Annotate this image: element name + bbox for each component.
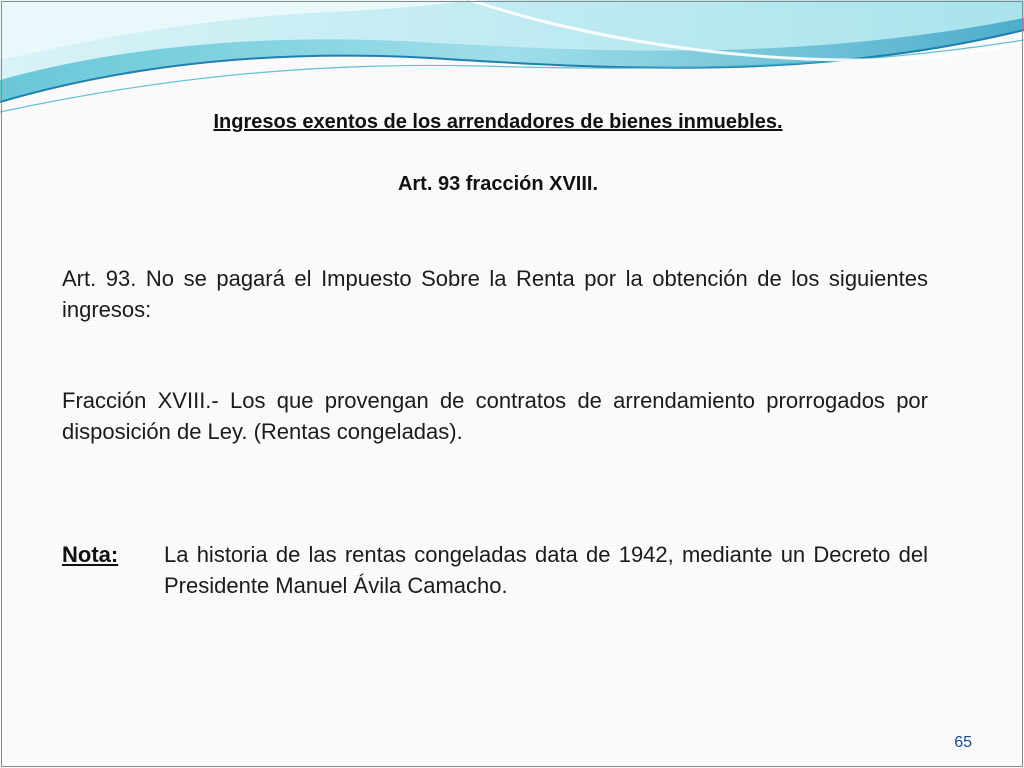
- note-label: Nota:: [62, 542, 119, 567]
- paragraph-article-93: Art. 93. No se pagará el Impuesto Sobre la Renta por la obtención de los siguientes ingresos:: [62, 266, 928, 322]
- note-text: La historia de las rentas congeladas data de 1942, mediante un Decreto del Presidente Manuel Ávila Camacho.: [164, 542, 928, 598]
- header-wave-decoration: [0, 0, 1024, 120]
- paragraph-fraccion-xviii: Fracción XVIII.- Los que provengan de contratos de arrendamiento prorrogados por disposición de Ley. (Rentas congeladas).: [62, 388, 928, 444]
- page-number: 65: [954, 734, 972, 751]
- slide-subtitle: Art. 93 fracción XVIII.: [397, 173, 599, 195]
- slide-title: Ingresos exentos de los arrendadores de bienes inmuebles.: [213, 111, 783, 133]
